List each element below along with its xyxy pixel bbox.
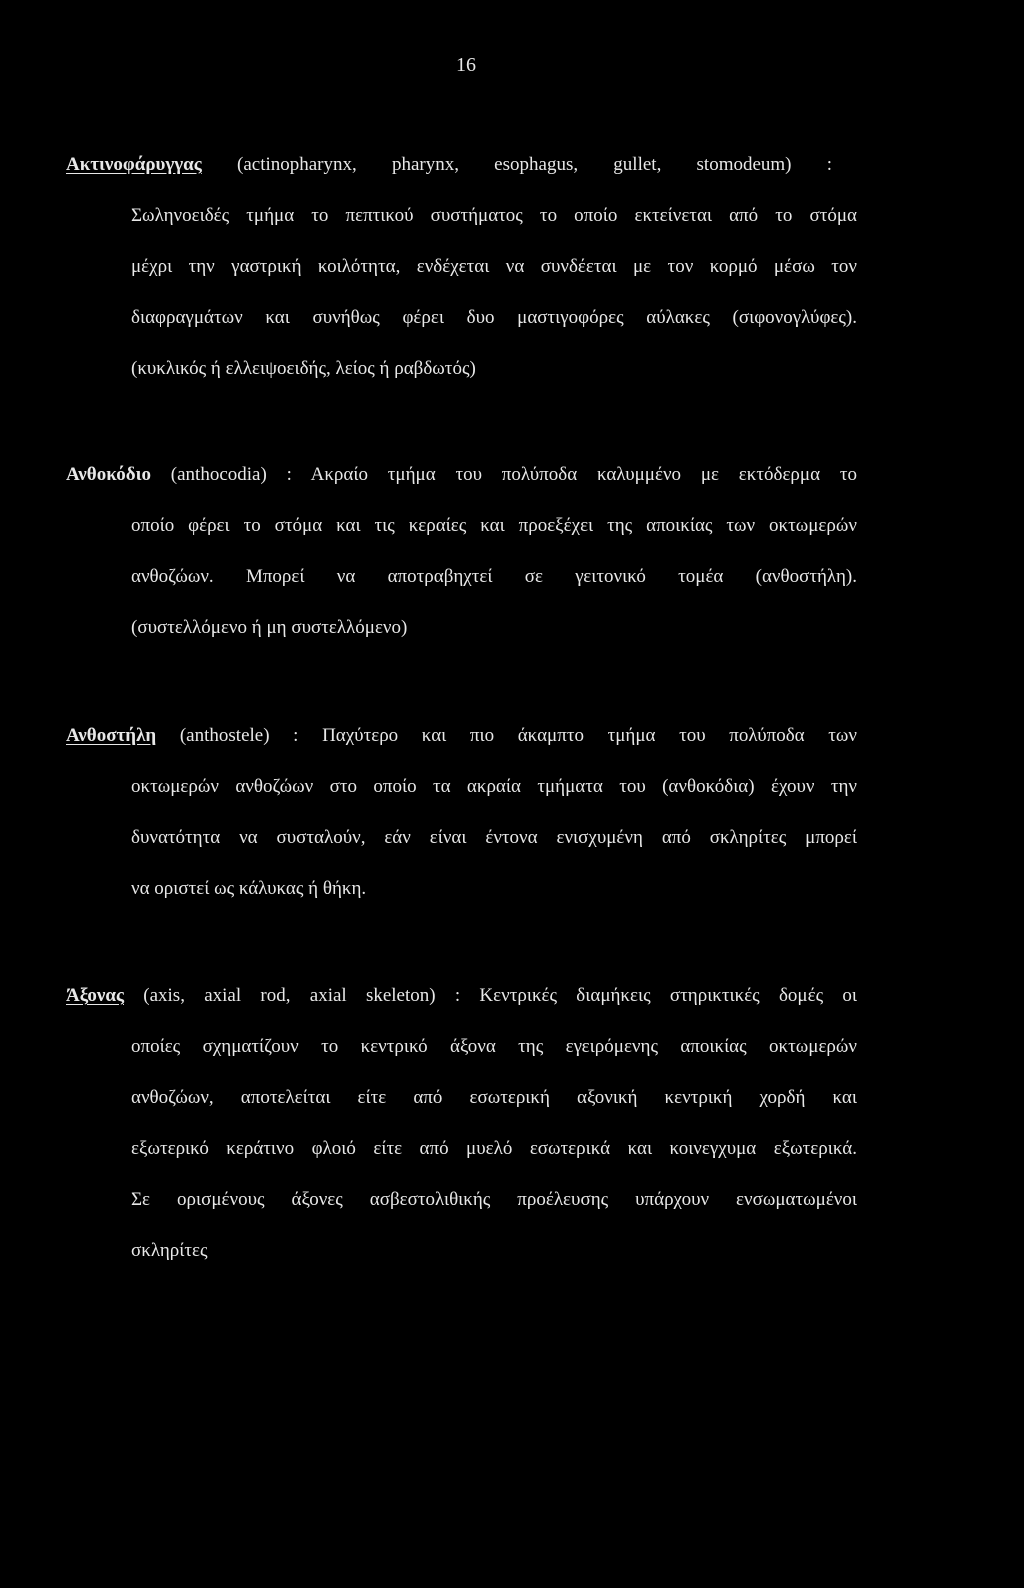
entry-text: (anthocodia) : Ακραίο τμήμα του πολύποδα καλυμμένο με εκτόδερμα το [150, 464, 857, 485]
entry-line: να οριστεί ως κάλυκας ή θήκη. [131, 878, 367, 899]
entry-line: οποίο φέρει το στόμα και τις κεραίες και προεξέχει της αποικίας των οκτωμερών [131, 515, 857, 536]
entry-term: Ανθοκόδιο [66, 464, 151, 485]
entry-line: Σε ορισμένους άξονες ασβεστολιθικής προέλευσης υπάρχουν ενσωματωμένοι [131, 1189, 857, 1210]
entry-line: (κυκλικός ή ελλειψοειδής, λείος ή ραβδωτός) [131, 358, 476, 379]
entry-term: Άξονας [66, 985, 124, 1006]
entry-line: ανθοζώων, αποτελείται είτε από εσωτερική αξονική κεντρική χορδή και [131, 1087, 857, 1108]
page-number: 16 [456, 54, 476, 76]
entry-line: δυνατότητα να συσταλούν, εάν είναι έντονα ενισχυμένη από σκληρίτες μπορεί [131, 827, 857, 848]
entry-line: (συστελλόμενο ή μη συστελλόμενο) [131, 617, 408, 638]
entry-text: (axis, axial rod, axial skeleton) : Κεντρικές διαμήκεις στηρικτικές δομές οι [123, 985, 857, 1006]
entry-line: ανθοζώων. Μπορεί να αποτραβηχτεί σε γειτονικό τομέα (ανθοστήλη). [131, 566, 857, 587]
entry-line: διαφραγμάτων και συνήθως φέρει δυο μαστιγοφόρες αύλακες (σιφονογλύφες). [131, 307, 857, 328]
entry-first-line [66, 984, 857, 1008]
entry-line: σκληρίτες [131, 1240, 208, 1261]
entry-text: (anthostele) : Παχύτερο και πιο άκαμπτο τμήμα του πολύποδα των [156, 725, 857, 746]
entry-term: Ακτινοφάρυγγας [66, 154, 202, 175]
entry-line: Σωληνοειδές τμήμα το πεπτικού συστήματος το οποίο εκτείνεται από το στόμα [131, 205, 857, 226]
entry-first-line [66, 153, 832, 177]
entry-line: εξωτερικό κεράτινο φλοιό είτε από μυελό εσωτερικά και κοινεγχυμα εξωτερικά. [131, 1138, 857, 1159]
entry-line: οποίες σχηματίζουν το κεντρικό άξονα της εγειρόμενης αποικίας οκτωμερών [131, 1036, 857, 1057]
entry-term: Ανθοστήλη [66, 725, 157, 746]
entry-line: μέχρι την γαστρική κοιλότητα, ενδέχεται να συνδέεται με τον κορμό μέσω τον [131, 256, 857, 277]
entry-first-line [66, 724, 857, 748]
entry-text: (actinopharynx, pharynx, esophagus, gullet, stomodeum) : [201, 154, 832, 175]
entry-first-line [66, 463, 857, 487]
entry-line: οκτωμερών ανθοζώων στο οποίο τα ακραία τμήματα του (ανθοκόδια) έχουν την [131, 776, 857, 797]
